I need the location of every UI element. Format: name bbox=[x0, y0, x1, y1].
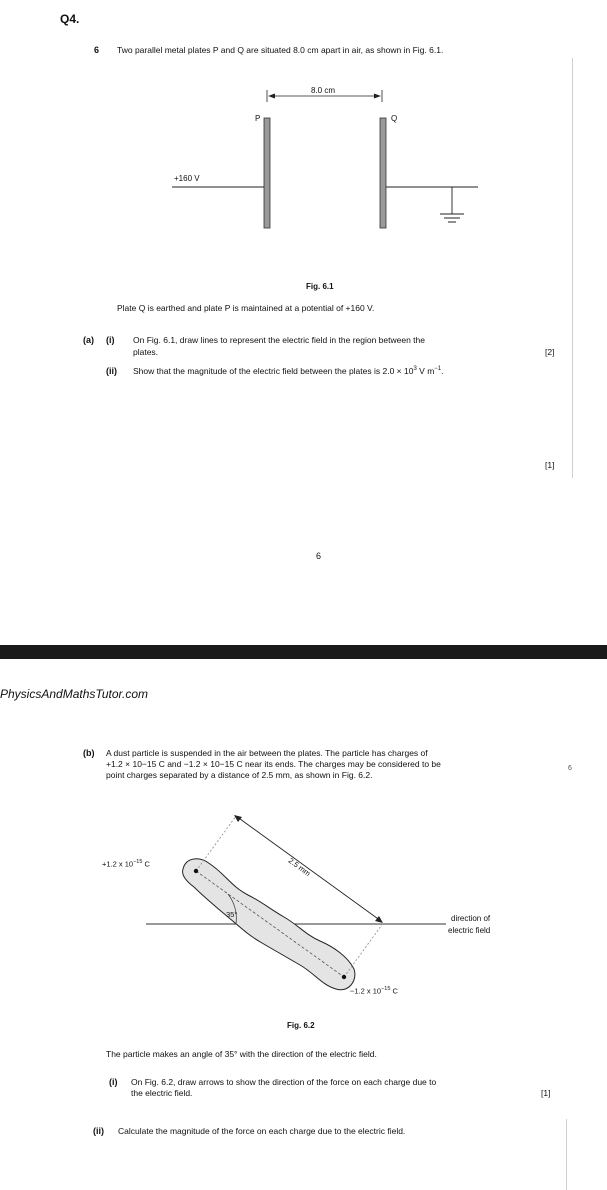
plate-q bbox=[380, 118, 386, 228]
source-watermark: PhysicsAndMathsTutor.com bbox=[0, 687, 149, 701]
part-a-i-text-2: plates. bbox=[133, 347, 159, 357]
neg-charge-unit: C bbox=[390, 986, 398, 996]
part-b-i-label: (i) bbox=[109, 1077, 118, 1087]
exam-page-2 bbox=[0, 659, 607, 1190]
plate-p-label: P bbox=[255, 114, 261, 123]
part-a-ii-marks: [1] bbox=[545, 460, 555, 470]
field-label-2: electric field bbox=[448, 926, 491, 935]
part-b-i-marks: [1] bbox=[541, 1088, 551, 1098]
part-b-ii-text: Calculate the magnitude of the force on each charge due to the electric field. bbox=[118, 1126, 406, 1136]
dimension-arrow-left bbox=[268, 94, 275, 99]
plate-q-label: Q bbox=[391, 114, 398, 123]
dimension-arrow-right bbox=[374, 94, 381, 99]
plate-p bbox=[264, 118, 270, 228]
separation-arrow-upper bbox=[234, 815, 242, 822]
distance-label: 8.0 cm bbox=[311, 86, 336, 95]
side-mark: 6 bbox=[568, 765, 572, 772]
figure-6-1 bbox=[0, 0, 607, 300]
statement-text: Plate Q is earthed and plate P is maintained at a potential of +160 V. bbox=[117, 303, 375, 313]
part-b-ii-label: (ii) bbox=[93, 1126, 104, 1136]
part-a-ii-label: (ii) bbox=[106, 366, 117, 376]
part-a-ii-main: Show that the magnitude of the electric field between the plates is 2.0 × 10 bbox=[133, 366, 414, 376]
part-b-i-text-2: the electric field. bbox=[131, 1088, 193, 1098]
neg-charge-exp: −15 bbox=[381, 986, 391, 992]
pos-charge-unit: C bbox=[142, 859, 150, 869]
positive-charge-dot bbox=[194, 869, 198, 873]
page-separator bbox=[0, 645, 607, 659]
part-b-line-3: point charges separated by a distance of 2.5 mm, as shown in Fig. 6.2. bbox=[106, 770, 373, 780]
figure-6-2 bbox=[0, 659, 607, 1019]
field-label-1: direction of bbox=[451, 914, 491, 923]
part-b-line-2: +1.2 × 10−15 C and −1.2 × 10−15 C near its ends. The charges may be considered to be bbox=[106, 759, 441, 769]
part-a-ii-exp: 3 bbox=[413, 366, 417, 373]
part-a-label: (a) bbox=[83, 335, 94, 345]
part-a-i-label: (i) bbox=[106, 335, 115, 345]
angle-statement: The particle makes an angle of 35° with the direction of the electric field. bbox=[106, 1049, 377, 1059]
part-b-label: (b) bbox=[83, 748, 95, 758]
part-a-ii-unit-exp: −1 bbox=[434, 366, 442, 373]
part-b-line-1: A dust particle is suspended in the air between the plates. The particle has charges of bbox=[106, 748, 428, 758]
pos-charge-base: +1.2 x 10 bbox=[102, 859, 134, 869]
part-a-ii-end: . bbox=[441, 366, 444, 376]
voltage-label: +160 V bbox=[174, 174, 200, 183]
negative-charge-label bbox=[350, 986, 398, 996]
part-a-i-text: On Fig. 6.1, draw lines to represent the electric field in the region between the bbox=[133, 335, 425, 345]
question-intro: Two parallel metal plates P and Q are situated 8.0 cm apart in air, as shown in Fig. 6.1. bbox=[117, 45, 444, 55]
question-number: 6 bbox=[94, 45, 100, 55]
negative-charge-dot bbox=[342, 975, 346, 979]
part-a-i-marks: [2] bbox=[545, 347, 555, 357]
neg-charge-base: −1.2 x 10 bbox=[350, 986, 382, 996]
pos-charge-exp: −15 bbox=[133, 859, 143, 865]
margin-rule-2 bbox=[566, 1119, 567, 1190]
page-number: 6 bbox=[316, 551, 322, 561]
part-a-ii-unit: V m bbox=[416, 366, 435, 376]
question-label: Q4. bbox=[60, 12, 80, 26]
separation-label: 2.5 mm bbox=[286, 856, 313, 878]
part-b-i-text: On Fig. 6.2, draw arrows to show the direction of the force on each charge due to bbox=[131, 1077, 437, 1087]
fig-6-2-caption: Fig. 6.2 bbox=[287, 1021, 315, 1030]
margin-rule-1 bbox=[572, 58, 573, 478]
part-a-ii-text bbox=[133, 366, 444, 376]
angle-label: 35° bbox=[226, 910, 238, 919]
fig-6-1-caption: Fig. 6.1 bbox=[306, 282, 334, 291]
positive-charge-label bbox=[102, 859, 150, 869]
